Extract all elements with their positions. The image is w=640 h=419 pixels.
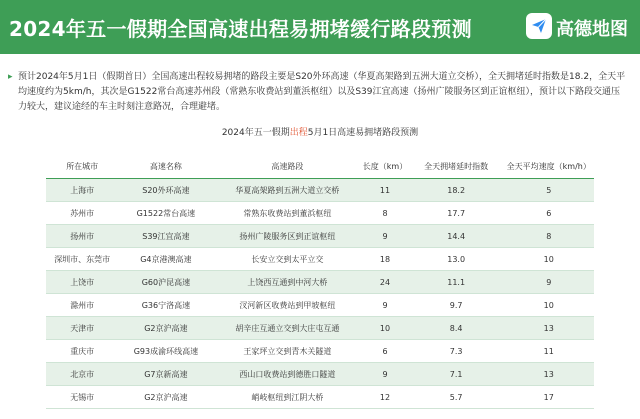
cell-highway: G7京新高速	[118, 363, 213, 386]
cell-delay-index: 8.4	[409, 317, 504, 340]
cell-avg-speed: 10	[504, 294, 594, 317]
cell-section: 王家坪立交到青木关隧道	[213, 340, 361, 363]
cell-city: 上海市	[46, 179, 118, 202]
col-header-section: 高速路段	[213, 154, 361, 179]
table-row	[46, 294, 594, 317]
cell-highway: G1522常台高速	[118, 202, 213, 225]
cell-length: 9	[361, 225, 408, 248]
cell-length: 6	[361, 340, 408, 363]
cell-highway: G2京沪高速	[118, 386, 213, 409]
brand-logo: 高德地图	[556, 19, 628, 40]
cell-section: 长安立交到太平立交	[213, 248, 361, 271]
cell-avg-speed: 9	[504, 271, 594, 294]
cell-delay-index: 11.1	[409, 271, 504, 294]
table-title	[0, 125, 640, 138]
page-title: 2024年五一假期全国高速出程易拥堵缓行路段预测	[9, 17, 472, 41]
cell-avg-speed: 13	[504, 363, 594, 386]
cell-delay-index: 5.7	[409, 386, 504, 409]
cell-delay-index: 7.1	[409, 363, 504, 386]
cell-section: 常熟东收费站到董浜枢纽	[213, 202, 361, 225]
table-row	[46, 340, 594, 363]
description-text: 预计2024年5月1日（假期首日）全国高速出程较易拥堵的路段主要是S20外环高速（华夏高架路到五洲大道立交桥），全天拥堵延时指数是18.2，全天平均速度约为5km/h，其次是G1522常台高速苏州段（常熟东收费站到董浜枢纽）以及S39江宜高速（扬州广陵服务区到正谊枢纽），预计以下路段交通压力较大，建议途经的车主时刻注意路况，合理避堵。	[18, 72, 626, 112]
cell-avg-speed: 5	[504, 179, 594, 202]
cell-city: 北京市	[46, 363, 118, 386]
table-title-post: 5月1日高速易拥堵路段预测	[307, 128, 419, 138]
table-row	[46, 202, 594, 225]
cell-section: 西山口收费站到德胜口隧道	[213, 363, 361, 386]
cell-city: 天津市	[46, 317, 118, 340]
cell-avg-speed: 17	[504, 386, 594, 409]
col-header-city: 所在城市	[46, 154, 118, 179]
cell-delay-index: 14.4	[409, 225, 504, 248]
cell-delay-index: 9.7	[409, 294, 504, 317]
cell-length: 11	[361, 179, 408, 202]
cell-length: 8	[361, 202, 408, 225]
cell-section: 扬州广陵服务区到正谊枢纽	[213, 225, 361, 248]
cell-city: 苏州市	[46, 202, 118, 225]
cell-length: 9	[361, 363, 408, 386]
col-header-avg-speed: 全天平均速度（km/h）	[504, 154, 594, 179]
col-header-length: 长度（km）	[361, 154, 408, 179]
cell-avg-speed: 8	[504, 225, 594, 248]
cell-length: 10	[361, 317, 408, 340]
table-row	[46, 271, 594, 294]
paper-plane-icon	[526, 13, 552, 39]
table-title-highlight: 出程	[289, 128, 308, 138]
cell-avg-speed: 13	[504, 317, 594, 340]
table-row	[46, 386, 594, 409]
cell-highway: G36宁洛高速	[118, 294, 213, 317]
cell-city: 深圳市、东莞市	[46, 248, 118, 271]
cell-section: 胡辛庄互通立交到大庄屯互通	[213, 317, 361, 340]
congestion-table	[46, 154, 594, 409]
cell-delay-index: 13.0	[409, 248, 504, 271]
cell-section: 华夏高架路到五洲大道立交桥	[213, 179, 361, 202]
cell-avg-speed: 10	[504, 248, 594, 271]
cell-delay-index: 18.2	[409, 179, 504, 202]
description	[8, 70, 628, 115]
cell-section: 峭岐枢纽到江阴大桥	[213, 386, 361, 409]
cell-section: 汊河新区收费站到甲坡枢纽	[213, 294, 361, 317]
cell-city: 滁州市	[46, 294, 118, 317]
cell-length: 24	[361, 271, 408, 294]
cell-highway: G4京港澳高速	[118, 248, 213, 271]
cell-highway: G93成渝环线高速	[118, 340, 213, 363]
cell-length: 18	[361, 248, 408, 271]
col-header-highway: 高速名称	[118, 154, 213, 179]
table-title-pre: 2024年五一假期	[221, 128, 290, 138]
cell-highway: S39江宜高速	[118, 225, 213, 248]
table-row	[46, 179, 594, 202]
cell-length: 9	[361, 294, 408, 317]
cell-section: 上饶西互通到中河大桥	[213, 271, 361, 294]
cell-delay-index: 7.3	[409, 340, 504, 363]
bullet-icon: ▸	[8, 72, 13, 82]
table-row	[46, 317, 594, 340]
cell-city: 无锡市	[46, 386, 118, 409]
cell-city: 重庆市	[46, 340, 118, 363]
table-row	[46, 363, 594, 386]
cell-highway: G2京沪高速	[118, 317, 213, 340]
page-header	[0, 0, 640, 54]
cell-highway: S20外环高速	[118, 179, 213, 202]
col-header-delay-index: 全天拥堵延时指数	[409, 154, 504, 179]
table-header-row	[46, 154, 594, 179]
cell-city: 上饶市	[46, 271, 118, 294]
cell-delay-index: 17.7	[409, 202, 504, 225]
cell-avg-speed: 11	[504, 340, 594, 363]
table-row	[46, 248, 594, 271]
cell-length: 12	[361, 386, 408, 409]
cell-city: 扬州市	[46, 225, 118, 248]
cell-avg-speed: 6	[504, 202, 594, 225]
cell-highway: G60沪昆高速	[118, 271, 213, 294]
table-row	[46, 225, 594, 248]
